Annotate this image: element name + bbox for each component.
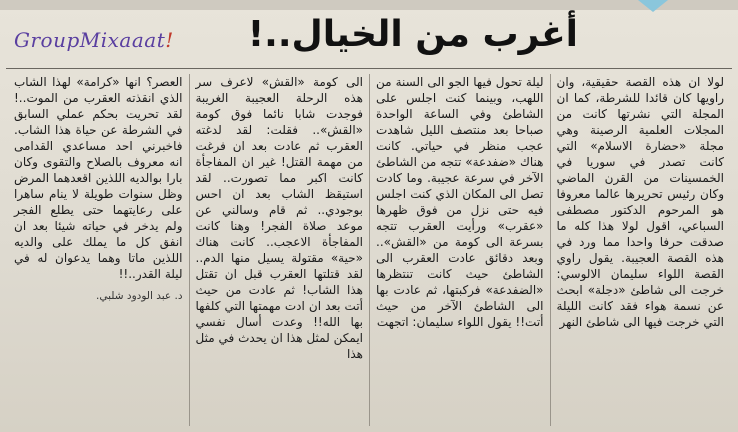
article-column-4 — [8, 74, 189, 426]
author-byline: د. عبد الودود شلبي. — [96, 290, 183, 302]
watermark-text: GroupMixaaat — [14, 28, 166, 52]
column-4-text: العصر؟ انها «كرامة» لهذا الشاب الذي انقذته العقرب من الموت..! لقد تحريت بحكم عملي السابق في الشرطة عن حياة هذا الشاب. فاخبرني احد مساعدي القدامى انه معروف بالصلاح والتقوى وكان بارا بوالديه اللذين اقعدهما المرض وظل سنوات طويلة لا ينام ساهرا على رعايتهما حتى يطلع الفجر ولم يدخر في حياته شيئا بعد ان انفق كل ما يملك على والديه اللذين ماتا وهما يدعوان له في ليلة القدر..!! — [14, 75, 183, 281]
article-columns — [8, 74, 730, 426]
group-watermark-logo — [14, 28, 174, 52]
column-2-text: ليلة تحول فيها الجو الى السنة من اللهب، وبينما كنت اجلس على الشاطئ وفي الساعة الواحدة صباحا بعد منتصف الليل شاهدت عجب منظر في حياتي. كانت هناك «ضفدعة» تتجه من الشاطئ الآخر في سرعة عجيبة. وما كادت تصل الى المكان الذي كنت اجلس فيه حتى نزل من فوق ظهرها «عقرب» ورأيت العقرب تتجه بسرعة الى كومة من «القش».. وبعد دقائق عادت العقرب الى الشاطئ حيث كانت تنتظرها «الضفدعة» فركبتها، ثم عادت بها الى الشاطئ الآخر من حيث أتت!! يقول اللواء سليمان: اتجهت — [376, 75, 544, 329]
article-column-3 — [189, 74, 370, 426]
headline-divider — [6, 68, 732, 69]
article-column-1 — [550, 74, 731, 426]
top-strip — [0, 0, 738, 10]
article-column-2 — [369, 74, 550, 426]
column-1-text: لولا ان هذه القصة حقيقية، وان راويها كان قائدا للشرطة، كما ان المجلة التي نشرتها كانت من المجلات العلمية الرصينة وهي مجلة «حضارة الاسلام» التي كانت تصدر في سوريا في الخمسينات من القرن الماضي وكان رئيس تحريرها عالما معروفا هو المرحوم الدكتور مصطفى السباعي، اقول لولا هذا كله ما صدقت حرفا واحدا مما ورد في هذه القصة العجيبة. يقول راوي القصة اللواء سليمان الالوسي: خرجت الى شاطئ «دجلة» ابحث عن نسمة هواء فقد كانت الليلة التي خرجت فيها الى شاطئ النهر — [556, 75, 724, 329]
watermark-mark: ! — [165, 28, 174, 52]
article-headline: أغرب من الخيال..! — [247, 14, 578, 55]
column-3-text: الى كومة «القش» لاعرف سر هذه الرحلة العجيبة الغريبة فوجدت شابا نائما فوق كومة «القش».. فقلت: لقد لدغته العقرب ثم عادت بعد ان فرغت من مهمة القتل! غير ان المفاجأة كانت اكبر مما تصورت.. لقد استيقظ الشاب بعد ان احس بوجودي.. ثم قام وسالني عن موعد صلاة الفجر! وهنا كانت المفاجأة الاعجب.. كانت هناك «حية» مقتولة يسيل منها الدم.. لقد قتلتها العقرب قبل ان تقتل هذا الشاب! ثم عادت من حيث أتت بعد ان ادت مهمتها التي كلفها بها الله!! وعدت أسال نفسي ايمكن لمثل هذا ان يحدث في مثل هذا — [195, 75, 363, 361]
